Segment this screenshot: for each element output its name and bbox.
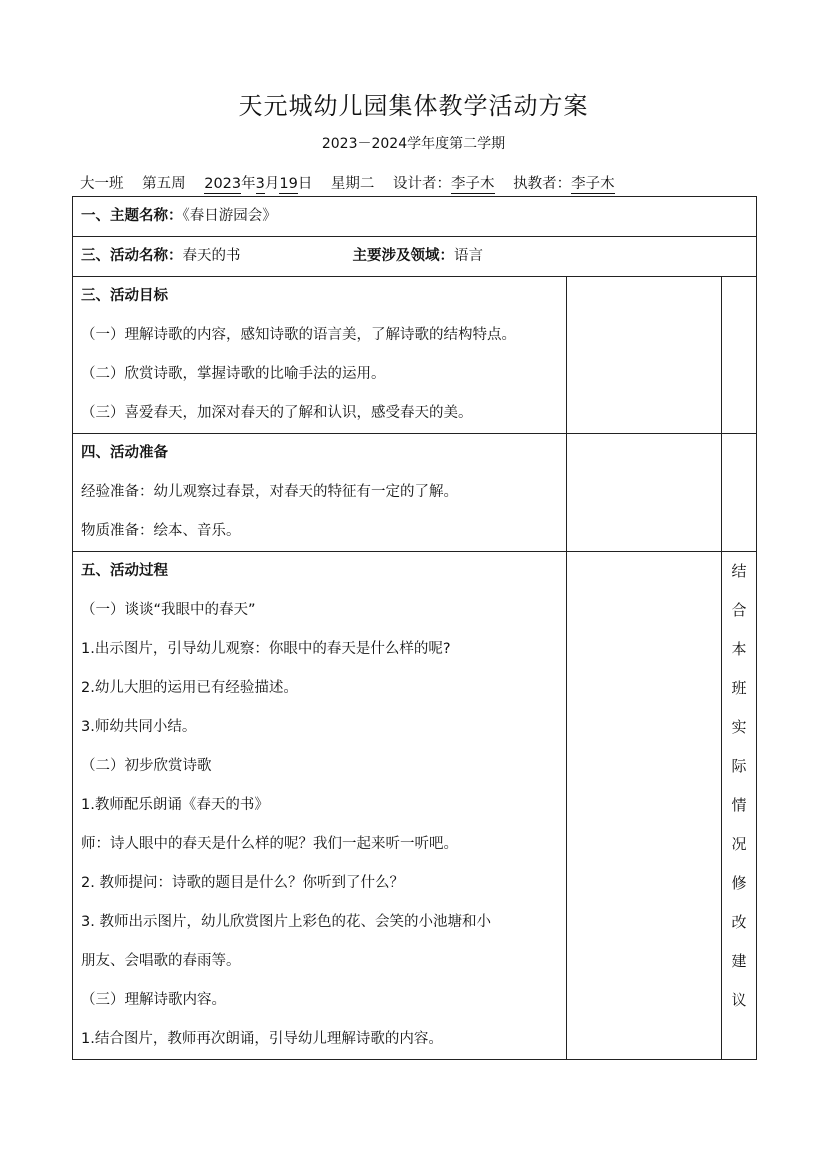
date-year: 2023	[204, 176, 242, 192]
theme-value: 《春日游园会》	[182, 208, 277, 224]
prep-cell	[73, 434, 567, 552]
document-title: 天元城幼儿园集体教学活动方案	[238, 92, 589, 120]
lesson-plan-table	[72, 196, 757, 1060]
activity-row	[73, 237, 757, 277]
process-blank-cell	[566, 552, 721, 1060]
prep-item: 经验准备：幼儿观察过春景，对春天的特征有一定的了解。	[81, 484, 458, 500]
process-line: 2. 教师提问：诗歌的题目是什么？你听到了什么？	[81, 875, 404, 891]
goal-item: （二）欣赏诗歌，掌握诗歌的比喻手法的运用。	[81, 366, 386, 382]
executor-label: 执教者：	[513, 176, 572, 192]
process-line: 1.教师配乐朗诵《春天的书》	[81, 797, 269, 813]
revision-note-cell	[721, 552, 756, 1060]
process-heading: 五、活动过程	[81, 563, 168, 579]
process-cell	[73, 552, 567, 1060]
day-char: 日	[297, 176, 313, 192]
month-char: 月	[264, 176, 280, 192]
week: 第五周	[142, 176, 186, 192]
note-char: 实	[731, 718, 747, 736]
goals-row	[73, 277, 757, 434]
process-line: 师：诗人眼中的春天是什么样的呢？我们一起来听一听吧。	[81, 836, 458, 852]
activity-cell	[73, 237, 757, 277]
process-line: 朋友、会唱歌的春雨等。	[81, 953, 241, 969]
designer-name: 李子木	[451, 176, 495, 192]
goal-item: （一）理解诗歌的内容，感知诗歌的语言美，了解诗歌的结构特点。	[81, 327, 516, 343]
activity-label: 三、活动名称：	[81, 248, 183, 264]
note-char: 建	[731, 952, 747, 970]
goals-blank-cell	[566, 277, 721, 434]
prep-item: 物质准备：绘本、音乐。	[81, 523, 241, 539]
year-char: 年	[241, 176, 256, 192]
process-row	[73, 552, 757, 1060]
process-line: 1.结合图片，教师再次朗诵，引导幼儿理解诗歌的内容。	[81, 1031, 443, 1047]
theme-label: 一、主题名称：	[81, 208, 183, 224]
goals-cell	[73, 277, 567, 434]
goals-note-cell	[721, 277, 756, 434]
note-char: 合	[731, 601, 747, 619]
process-line: 3.师幼共同小结。	[81, 719, 197, 735]
process-line: 1.出示图片，引导幼儿观察：你眼中的春天是什么样的呢?	[81, 641, 451, 657]
date-month: 3	[255, 176, 265, 192]
class-name: 大一班	[80, 176, 124, 192]
process-line: （二）初步欣赏诗歌	[81, 758, 212, 774]
note-char: 情	[731, 796, 747, 814]
goal-item: （三）喜爱春天，加深对春天的了解和认识，感受春天的美。	[81, 405, 473, 421]
theme-cell	[73, 197, 757, 237]
semester-subtitle: 2023－2024学年度第二学期	[321, 136, 506, 152]
date-day: 19	[279, 176, 298, 192]
lesson-meta-line	[80, 172, 615, 194]
weekday: 星期二	[330, 176, 375, 192]
note-char: 改	[731, 913, 747, 931]
note-char: 议	[731, 991, 747, 1009]
goals-heading: 三、活动目标	[81, 288, 168, 304]
prep-heading: 四、活动准备	[81, 445, 168, 461]
prep-blank-cell	[566, 434, 721, 552]
note-char: 班	[731, 679, 747, 697]
note-char: 本	[731, 640, 747, 658]
note-char: 结	[731, 562, 747, 580]
process-line: （三）理解诗歌内容。	[81, 992, 226, 1008]
executor-name: 李子木	[571, 176, 615, 192]
prep-note-cell	[721, 434, 756, 552]
theme-row	[73, 197, 757, 237]
activity-value: 春天的书	[182, 248, 241, 264]
note-char: 况	[731, 835, 747, 853]
process-line: 3. 教师出示图片，幼儿欣赏图片上彩色的花、会笑的小池塘和小	[81, 914, 491, 930]
note-char: 际	[731, 757, 747, 775]
process-line: （一）谈谈“我眼中的春天”	[81, 602, 256, 618]
designer-label: 设计者：	[393, 176, 452, 192]
process-line: 2.幼儿大胆的运用已有经验描述。	[81, 680, 298, 696]
domain-label: 主要涉及领域：	[352, 248, 454, 264]
note-char: 修	[731, 874, 747, 892]
domain-value: 语言	[454, 248, 483, 264]
prep-row	[73, 434, 757, 552]
